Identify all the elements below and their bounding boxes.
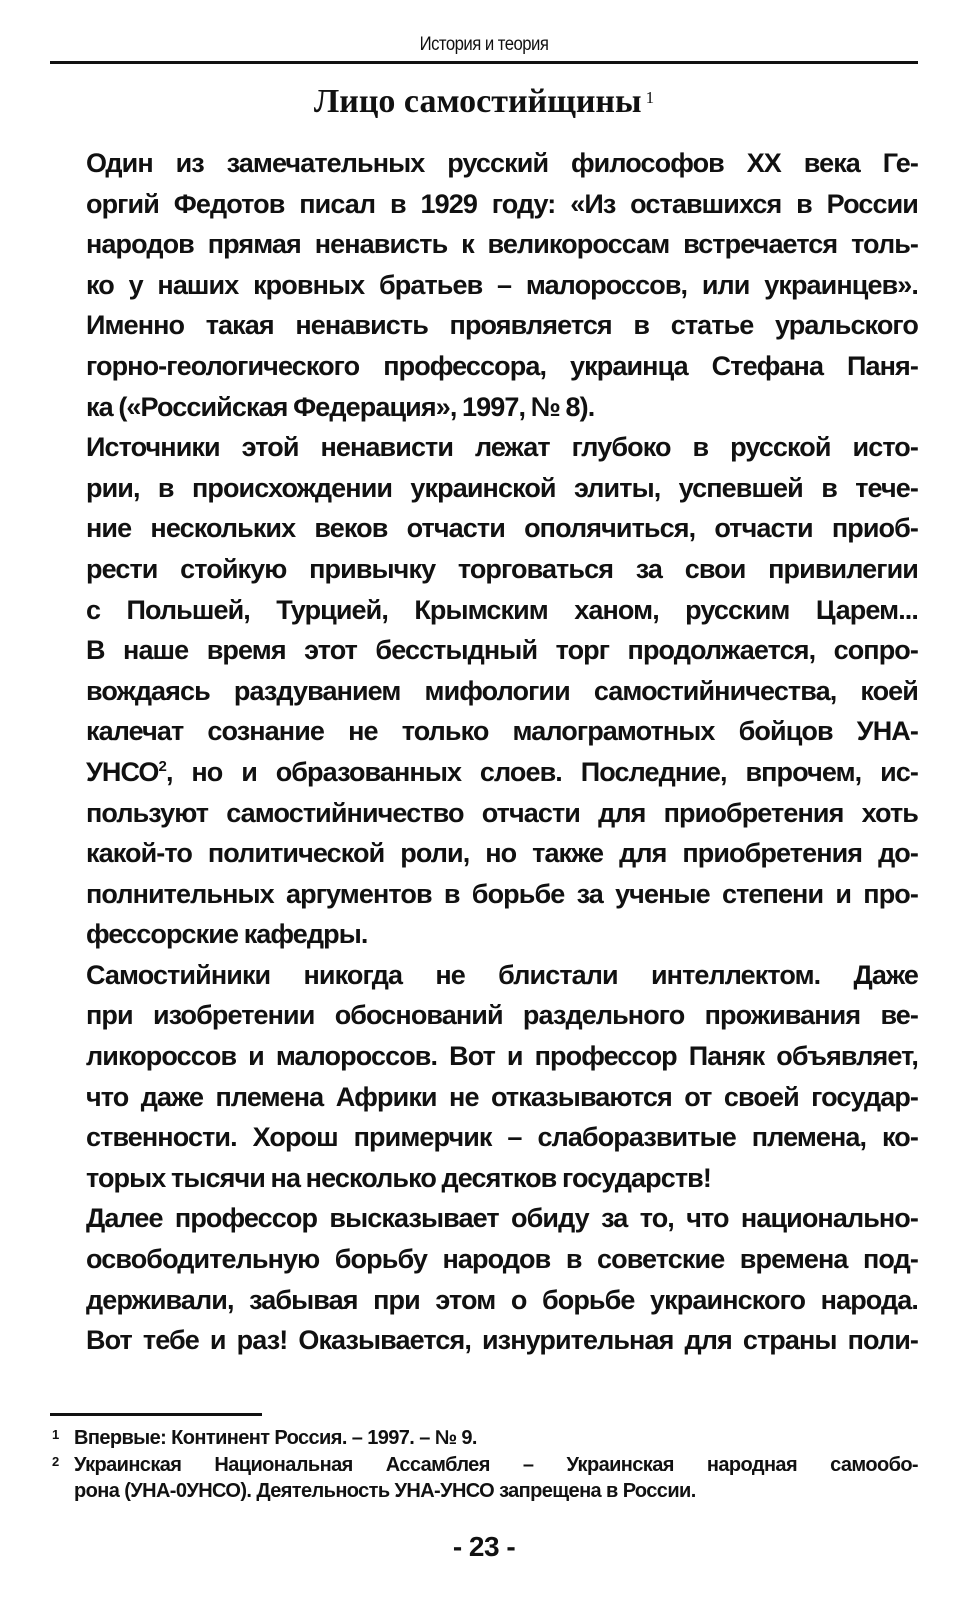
- text-line: калечат сознание не только малограмотных бойцов УНА-: [86, 716, 918, 747]
- footnote-marker: 2: [52, 1453, 59, 1469]
- article-title: [50, 80, 918, 124]
- running-head: История и теория: [419, 34, 549, 55]
- header-rule-divider: [50, 61, 918, 64]
- text-line: вождаясь раздуванием мифологии самостийничества, коей: [86, 675, 918, 706]
- footnote-text: [74, 1425, 918, 1452]
- footnote-1: [50, 1425, 918, 1452]
- text-line: горно-геологического профессора, украинца Стефана Паня-: [86, 350, 918, 381]
- text-line: пользуют самостийничество отчасти для приобретения хоть: [86, 797, 918, 828]
- text-line: В наше время этот бесстыдный торг продолжается, сопро-: [86, 635, 918, 666]
- footnote-marker: 1: [52, 1427, 59, 1442]
- text-line: с Польшей, Турцией, Крымским ханом, русским Царем...: [86, 594, 918, 625]
- article-title-text: Лицо самостийщины: [313, 83, 642, 120]
- text-line: держивали, забывая при этом о борьбе украинского народа.: [86, 1284, 918, 1315]
- text-line-with-footnote-ref: УНСО$^2$, но и образованных слоев. Последние, впрочем, ис-: [86, 756, 918, 787]
- text-line: фессорские кафедры.: [86, 919, 368, 950]
- paragraph-3: [50, 955, 918, 1199]
- text-line: ка («Российская Федерация», 1997, № 8).: [86, 391, 595, 422]
- text-line: Один из замечательных русский философов XX века Ге-: [86, 148, 918, 178]
- text-line: ликороссов и малороссов. Вот и профессор Паняк объявляет,: [86, 1041, 918, 1072]
- title-footnote-ref: 1: [645, 88, 655, 107]
- paragraph-4: [50, 1198, 918, 1360]
- text-line: что даже племена Африки не отказываются от своей государ-: [86, 1081, 918, 1112]
- text-line: при изобретении обоснований раздельного проживания ве-: [86, 1000, 918, 1031]
- text-line: торых тысячи на несколько десятков государств!: [86, 1162, 711, 1193]
- text-line: ко у наших кровных братьев – малороссов, или украинцев».: [86, 269, 918, 300]
- text-line: Самостийники никогда не блистали интеллектом. Даже: [86, 959, 918, 990]
- text-line: ние нескольких веков отчасти ополячиться, отчасти приоб-: [86, 513, 918, 544]
- text-line: рести стойкую привычку торговаться за свои привилегии: [86, 553, 918, 584]
- text-line: полнительных аргументов в борьбе за ученые степени и про-: [86, 878, 918, 909]
- footnotes: [50, 1425, 918, 1505]
- text-line: Вот тебе и раз! Оказывается, изнурительная для страны поли-: [86, 1325, 918, 1356]
- paragraph-2: [50, 427, 918, 955]
- text-line: народов прямая ненависть к великороссам встречается толь-: [86, 229, 918, 260]
- footnote-line: Украинская Национальная Ассамблея – Украинская народная самообо-: [74, 1453, 918, 1476]
- page-number: - 23 -: [452, 1531, 516, 1562]
- footnote-rule-divider: [50, 1413, 262, 1416]
- footnote-ref: 2: [158, 757, 166, 775]
- text-line: оргий Федотов писал в 1929 году: «Из оставшихся в России: [86, 188, 918, 219]
- text-line: Именно такая ненависть проявляется в статье уральского: [86, 310, 918, 341]
- text-line: ственности. Хорош примерчик – слаборазвитые племена, ко-: [86, 1122, 918, 1153]
- paragraph-1: [50, 143, 918, 427]
- text-line: Источники этой ненависти лежат глубоко в русской исто-: [86, 432, 918, 463]
- text-line: рии, в происхождении украинской элиты, успевшей в тече-: [86, 472, 918, 503]
- footnote-line: рона (УНА-0УНСО). Деятельность УНА-УНСО запрещена в России.: [74, 1480, 696, 1503]
- text-line: какой-то политической роли, но также для приобретения до-: [86, 838, 918, 869]
- article-body: [50, 143, 918, 1361]
- text-line: освободительную борьбу народов в советские времена под-: [86, 1244, 918, 1275]
- footnote-line: Впервые: Континент Россия. – 1997. – № 9.: [74, 1427, 477, 1449]
- footnote-text: [74, 1452, 918, 1505]
- footnote-2: [50, 1452, 918, 1505]
- text-line: Далее профессор высказывает обиду за то, что национально-: [86, 1203, 918, 1234]
